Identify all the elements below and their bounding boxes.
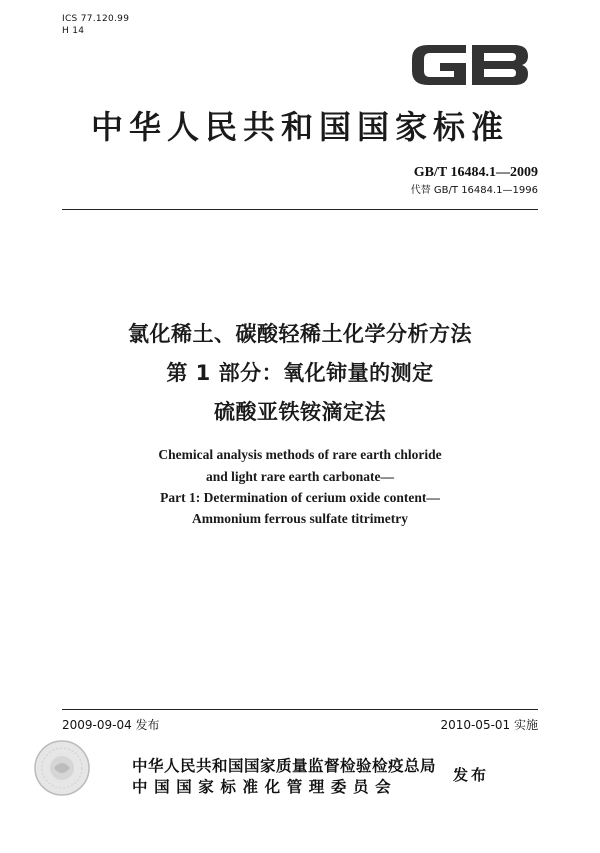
standard-number: GB/T 16484.1—2009 bbox=[413, 165, 538, 180]
ics-code: ICS 77.120.99 bbox=[62, 14, 130, 24]
implementation-date: 2010-05-01 实施 bbox=[440, 718, 538, 732]
english-title-line: Part 1: Determination of cerium oxide content— bbox=[160, 490, 440, 505]
issuer-line: 中华人民共和国国家质量监督检验检疫总局 bbox=[132, 757, 437, 775]
top-divider bbox=[62, 209, 538, 210]
replaces-standard: 代替 GB/T 16484.1—1996 bbox=[410, 185, 538, 196]
gb-logo bbox=[406, 37, 534, 93]
english-title-line: Chemical analysis methods of rare earth chloride bbox=[158, 447, 442, 462]
english-title-line: and light rare earth carbonate— bbox=[206, 469, 394, 484]
national-standard-title: 中华人民共和国国家标准 bbox=[90, 108, 509, 146]
issuer-line: 中国国家标准化管理委员会 bbox=[132, 778, 398, 796]
chinese-title-line: 第 1 部分：氧化铈量的测定 bbox=[166, 361, 434, 385]
publish-label: 发布 bbox=[453, 766, 490, 784]
chinese-title-line: 硫酸亚铁铵滴定法 bbox=[214, 400, 386, 424]
anti-counterfeit-seal-icon bbox=[32, 738, 92, 798]
chinese-title-line: 氯化稀土、碳酸轻稀土化学分析方法 bbox=[128, 322, 472, 346]
classification-code: H 14 bbox=[62, 26, 85, 36]
issue-date: 2009-09-04 发布 bbox=[62, 718, 160, 732]
bottom-divider bbox=[62, 709, 538, 710]
english-title-line: Ammonium ferrous sulfate titrimetry bbox=[191, 511, 409, 526]
